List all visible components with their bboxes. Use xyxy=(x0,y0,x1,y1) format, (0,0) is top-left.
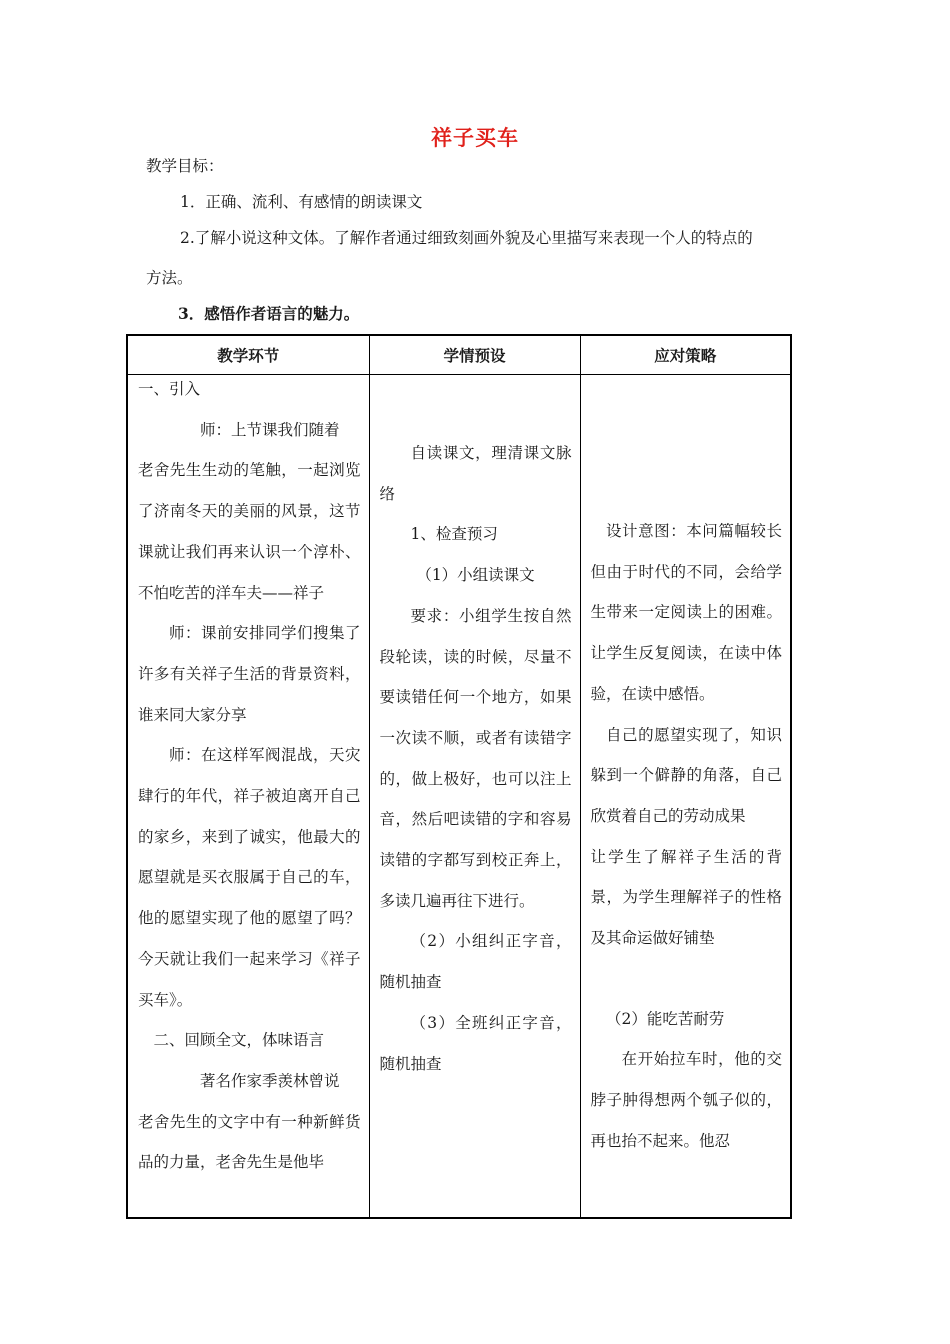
header-teaching-step: 教学环节 xyxy=(127,335,369,375)
objective-3: 3．感悟作者语言的魅力。 xyxy=(178,304,360,323)
teacher-line: 师：上节课我们随着 xyxy=(200,420,340,439)
paragraph-continued: 老舍先生的文字中有一种新鲜货品的力量，老舍先生是他毕 xyxy=(138,1112,361,1172)
lesson-plan-table xyxy=(126,334,792,1219)
objective-2: 2.了解小说这种文体。了解作者通过细致刻画外貌及心里描写来表现一个人的特点的 xyxy=(180,229,753,247)
objective-2-continued: 方法。 xyxy=(146,269,193,287)
paragraph: 著名作家季羡林曾说 xyxy=(200,1071,340,1090)
header-student-prediction: 学情预设 xyxy=(369,335,580,375)
section-intro-heading: 一、引入 xyxy=(138,380,201,398)
teaching-step-cell xyxy=(127,375,369,1219)
subheading: （2）能吃苦耐劳 xyxy=(606,1009,725,1028)
teacher-line-continued: 老舍先生生动的笔触，一起浏览了济南冬天的美丽的风景，这节课就让我们再来认识一个淳朴、不怕吃苦的洋车夫——祥子 xyxy=(138,461,361,602)
teacher-line: 师：在这样军阀混战，天灾肆行的年代，祥子被迫离开自己的家乡，来到了诚实，他最大的愿望就是买衣服属于自己的车，他的愿望实现了他的愿望了吗？今天就让我们一起来学习《祥子买车》。 xyxy=(138,746,361,1009)
document-title: 祥子买车 xyxy=(431,125,519,150)
response-strategy-cell xyxy=(580,375,791,1219)
objectives-heading: 教学目标： xyxy=(146,157,224,175)
paragraph: 让学生了解祥子生活的背景，为学生理解祥子的性格及其命运做好铺垫 xyxy=(590,847,782,948)
paragraph: 设计意图：本问篇幅较长但由于时代的不同，会给学生带来一定阅读上的困难。让学生反复阅读，在读中体验，在读中感悟。 xyxy=(590,522,782,703)
student-prediction-cell xyxy=(369,375,580,1219)
paragraph: （2）小组纠正字音，随机抽查 xyxy=(379,932,572,992)
paragraph: 自己的愿望实现了，知识躲到一个僻静的角落，自己欣赏着自己的劳动成果 xyxy=(590,725,782,825)
table-header-row xyxy=(127,335,791,375)
teacher-line: 师：课前安排同学们搜集了许多有关祥子生活的背景资料，谁来同大家分享 xyxy=(138,624,361,724)
paragraph: 要求：小组学生按自然段轮读，读的时候，尽量不要读错任何一个地方，如果一次读不顺，或者有读错字的，做上极好，也可以注上音，然后吧读错的字和容易读错的字都写到校正奔上，多读几遍再往下进行。 xyxy=(379,606,572,910)
subheading: 1、检查预习 xyxy=(410,525,498,544)
paragraph: 在开始拉车时，他的交脖子肿得想两个瓠子似的，再也抬不起来。他忍 xyxy=(590,1050,782,1150)
header-response-strategy: 应对策略 xyxy=(580,335,791,375)
paragraph: （3）全班纠正字音，随机抽查 xyxy=(379,1013,572,1073)
spacer xyxy=(591,959,783,999)
section-review-heading: 二、回顾全文，体味语言 xyxy=(153,1031,325,1050)
table-row xyxy=(127,375,791,1219)
subheading: （1）小组读课文 xyxy=(416,566,535,585)
paragraph: 自读课文，理清课文脉络 xyxy=(379,444,572,503)
objective-1: 1．正确、流利、有感情的朗读课文 xyxy=(180,193,423,211)
